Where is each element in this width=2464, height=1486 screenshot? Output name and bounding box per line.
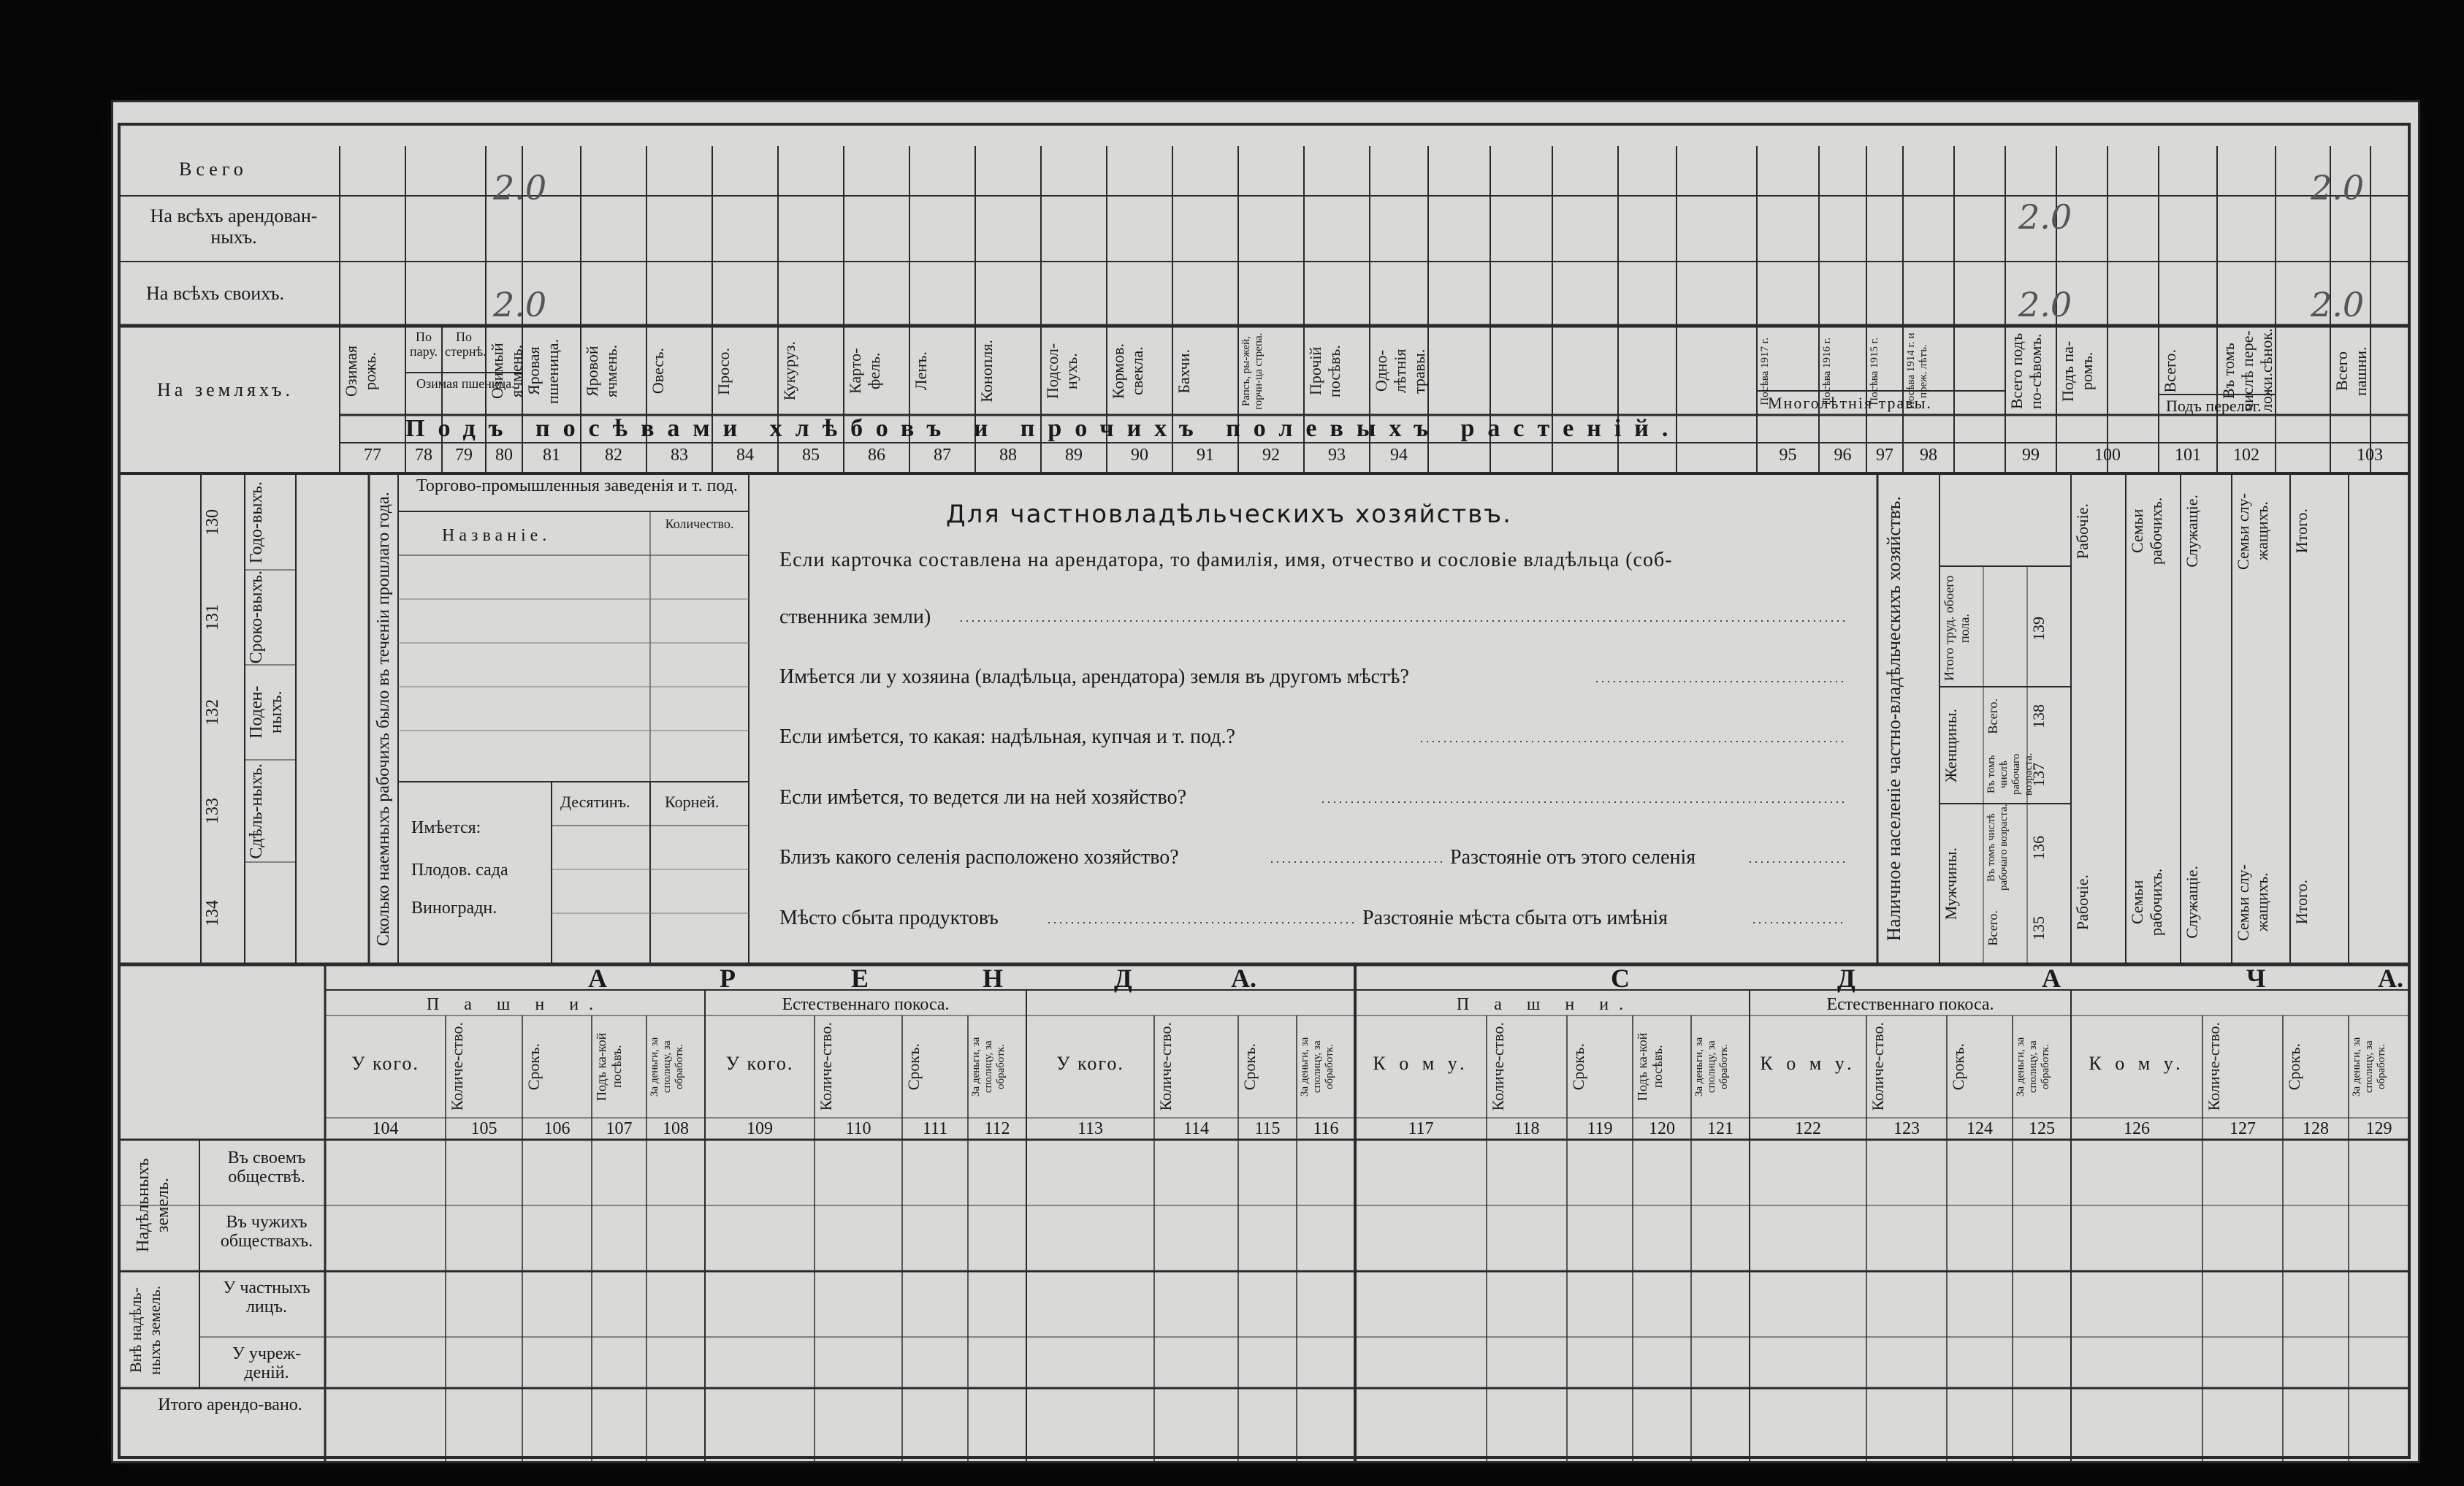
pop-m-rabochego: Въ томъ числѣ рабочаго возраста. <box>1986 804 2010 891</box>
bottom-header-110: Количе-ство. <box>817 1022 835 1111</box>
bottom-header-129: За деньги, за сполицу, за обработк. <box>2351 1037 2387 1097</box>
crop-header-100: Подъ па-ромъ. <box>2059 340 2096 402</box>
pop-col-top-1: Рабочіе. <box>2073 503 2091 560</box>
crop-header-81: Яровая пшеница. <box>525 338 562 404</box>
crop-header-85: Кукуруз. <box>780 341 798 401</box>
bottom-header-126: К о м у. <box>2089 1053 2185 1074</box>
crop-number-81: 81 <box>543 446 560 465</box>
hired-workers-label: Сколько наемныхъ рабочихъ было въ теченіи прошлаго года. <box>373 492 393 946</box>
bottom-header-121: За деньги, за сполицу, за обработк. <box>1693 1037 1730 1097</box>
group-ozimaya-pshenitsa: Озимая пшеница. <box>416 376 515 391</box>
crop-number-95: 95 <box>1779 446 1797 465</box>
trade-qty-header: Количество. <box>665 517 734 531</box>
crop-number-87: 87 <box>934 446 951 465</box>
worker-col-number-133: 133 <box>203 798 222 824</box>
bottom-header-116: За деньги, за сполицу, за обработк. <box>1299 1037 1335 1097</box>
crop-number-98: 98 <box>1920 446 1937 465</box>
bottom-number-124: 124 <box>1967 1119 1993 1138</box>
bottom-header-107: Подъ ка-кой посѣвъ. <box>594 1032 624 1101</box>
crop-header-77: Озимая рожь. <box>342 346 379 397</box>
arenda-pashni: П а ш н и. <box>426 995 604 1014</box>
crop-number-77: 77 <box>364 446 381 465</box>
bottom-number-123: 123 <box>1893 1119 1920 1138</box>
bottom-number-129: 129 <box>2365 1119 2392 1138</box>
bottom-number-122: 122 <box>1795 1119 1821 1138</box>
private-q6: Мѣсто сбыта продуктовъ <box>779 907 999 929</box>
private-q5: Близъ какого селенія расположено хозяйство? <box>779 846 1179 869</box>
pop-num-139: 139 <box>2029 616 2048 641</box>
pop-col-top-2: Семьи рабочихъ. <box>2128 497 2165 565</box>
bottom-number-115: 115 <box>1254 1119 1281 1138</box>
pop-num-136: 136 <box>2029 835 2048 860</box>
crop-number-80: 80 <box>495 446 513 465</box>
handwritten-value: 2.0 <box>2018 197 2072 237</box>
crop-header-78: По пару. <box>409 329 438 359</box>
arenda-pokos: Естественнаго покоса. <box>782 995 950 1014</box>
bottom-header-114: Количе-ство. <box>1156 1022 1175 1111</box>
pop-col-bottom-2: Семьи рабочихъ. <box>2128 868 2165 937</box>
sdacha-letter: А <box>2042 964 2061 993</box>
pop-num-137: 137 <box>2029 762 2048 787</box>
crop-number-97: 97 <box>1876 446 1893 465</box>
private-title: Для частновладѣльческихъ хозяйствъ. <box>946 500 1512 529</box>
bottom-number-104: 104 <box>372 1119 399 1138</box>
bottom-header-128: Срокъ. <box>2285 1043 2303 1091</box>
pop-zh-rabochego: Въ томъ числѣ рабочаго возраста. <box>1986 752 2034 796</box>
worker-col-number-131: 131 <box>203 604 222 630</box>
private-q4: Если имѣется, то ведется ли на ней хозяйство? <box>779 786 1186 809</box>
crop-number-79: 79 <box>455 446 473 465</box>
crop-header-91: Бахчи. <box>1175 348 1193 394</box>
sdacha-letter: А. <box>2378 964 2403 993</box>
bottom-header-105: Количе-ство. <box>448 1022 466 1111</box>
sdacha-pokos: Естественнаго покоса. <box>1826 995 1994 1014</box>
arenda-letter: А <box>588 964 607 993</box>
crop-number-86: 86 <box>868 446 885 465</box>
arenda-letter: Р <box>720 964 736 993</box>
crop-header-96: Посѣва 1916 г. <box>1821 337 1833 405</box>
crop-number-99: 99 <box>2022 446 2040 465</box>
crop-header-82: Яровой ячмень. <box>583 344 620 398</box>
arenda-letter: Д <box>1114 964 1132 993</box>
crop-number-102: 102 <box>2233 446 2259 465</box>
worker-col-label-132: Поден-ныхъ. <box>247 685 286 739</box>
crop-header-101: Всего. <box>2161 349 2179 393</box>
crop-number-89: 89 <box>1065 446 1083 465</box>
worker-col-label-130: Годо-выхъ. <box>247 481 266 564</box>
crop-header-99: Всего подъ по-сѣвомъ. <box>2007 332 2045 410</box>
pop-col-bottom-5: Итого. <box>2292 880 2311 925</box>
bottom-header-111: Срокъ. <box>904 1043 923 1091</box>
bottom-number-107: 107 <box>606 1119 633 1138</box>
pop-muzhchiny: Мужчины. <box>1942 847 1960 921</box>
private-q1: Если карточка составлена на арендатора, то фамилія, имя, отчество и сословіе владѣльца (соб- <box>779 549 1673 571</box>
crop-number-84: 84 <box>736 446 754 465</box>
pop-num-135: 135 <box>2029 915 2048 940</box>
crop-header-98: Посѣва 1914 г. и преж. лѣтъ. <box>1905 332 1929 410</box>
private-q6b: Разстояніе мѣста сбыта отъ имѣнія <box>1362 907 1668 929</box>
pop-col-bottom-1: Рабочіе. <box>2073 874 2091 931</box>
sdacha-pashni: П а ш н и. <box>1456 995 1634 1014</box>
census-card-sheet <box>113 102 2418 1461</box>
trade-imeetsya: Имѣется: <box>411 818 481 837</box>
bottom-number-109: 109 <box>747 1119 773 1138</box>
group-mnogoletnie: Многолѣтнія травы. <box>1768 394 1932 412</box>
crop-header-97: Посѣва 1915 г. <box>1869 337 1880 405</box>
handwritten-value: 2.0 <box>2311 168 2365 207</box>
crop-number-90: 90 <box>1131 446 1148 465</box>
handwritten-value: 2.0 <box>493 168 547 207</box>
crop-header-89: Подсол-нухъ. <box>1043 343 1080 400</box>
row-u-uchrezh: У учреж-деній. <box>232 1344 302 1383</box>
crop-number-85: 85 <box>802 446 820 465</box>
arenda-letter: А. <box>1231 964 1256 993</box>
crop-number-103: 103 <box>2357 446 2383 465</box>
row-label-arendovannykh: На всѣхъ арендован-ныхъ. <box>150 205 318 248</box>
crop-header-80: Озимый ячмень. <box>488 343 525 400</box>
row-v-chuzhikh: Въ чужихъ обществахъ. <box>220 1213 313 1251</box>
bottom-number-112: 112 <box>984 1119 1010 1138</box>
row-label-na-zemlyakh: На земляхъ. <box>157 379 294 400</box>
crop-number-83: 83 <box>671 446 688 465</box>
pop-m-vsego: Всего. <box>1986 910 2000 946</box>
bottom-number-106: 106 <box>543 1119 571 1138</box>
crop-header-102: Въ томъ числѣ пере-ложи.сѣнок. <box>2219 328 2276 412</box>
trade-desyatin: Десятинъ. <box>560 793 630 811</box>
bottom-number-116: 116 <box>1313 1119 1339 1138</box>
bottom-header-118: Количе-ство. <box>1489 1022 1507 1111</box>
bottom-number-114: 114 <box>1183 1119 1210 1138</box>
trade-vinograd: Виноградн. <box>411 899 497 918</box>
bottom-header-117: К о м у. <box>1373 1053 1469 1074</box>
bottom-header-125: За деньги, за сполицу, за обработк. <box>2015 1037 2051 1097</box>
crop-number-82: 82 <box>605 446 622 465</box>
crop-header-83: Овесъ. <box>649 348 667 395</box>
bottom-header-120: Подъ ка-кой посѣвъ. <box>1635 1032 1665 1101</box>
crop-header-84: Просо. <box>714 347 733 395</box>
bottom-header-113: У кого. <box>1056 1053 1124 1074</box>
crop-header-94: Одно-лѣтнія травы. <box>1372 348 1428 394</box>
group-perelog: Подъ перелог. <box>2166 397 2262 415</box>
bottom-number-126: 126 <box>2124 1119 2150 1138</box>
vne-nadelnykh-label: Внѣ надѣль-ныхъ земель. <box>126 1284 164 1375</box>
bottom-number-121: 121 <box>1707 1119 1733 1138</box>
pop-zhenshchiny: Женщины. <box>1942 708 1960 782</box>
row-v-svoem: Въ своемъ обществѣ. <box>227 1148 306 1187</box>
crop-header-103: Всего пашни. <box>2333 346 2370 396</box>
bottom-header-122: К о м у. <box>1760 1053 1856 1074</box>
bottom-number-127: 127 <box>2230 1119 2256 1138</box>
bottom-number-118: 118 <box>1514 1119 1540 1138</box>
row-label-vsego: Всего <box>179 159 248 180</box>
bottom-header-127: Количе-ство. <box>2205 1022 2223 1111</box>
pop-col-bottom-3: Служащіе. <box>2183 866 2201 939</box>
crop-header-88: Конопля. <box>977 340 996 403</box>
crop-header-86: Карто-фель. <box>846 348 883 395</box>
worker-col-label-133: Сдѣль-ныхъ. <box>247 763 266 859</box>
nadelnykh-label: Надѣльныхъ земель. <box>134 1158 172 1253</box>
row-label-svoikh: На всѣхъ своихъ. <box>146 283 285 304</box>
crop-header-95: Посѣва 1917 г. <box>1759 337 1771 405</box>
bottom-number-111: 111 <box>922 1119 948 1138</box>
pop-col-top-4: Семьи слу-жащихъ. <box>2234 492 2271 570</box>
crop-number-93: 93 <box>1328 446 1346 465</box>
crop-header-79: По стернѣ. <box>445 329 487 359</box>
bottom-number-105: 105 <box>470 1119 497 1138</box>
population-side-label: Наличное населеніе частно-владѣльческихъ хозяйствъ. <box>1883 496 1904 942</box>
trade-korney: Корней. <box>665 793 720 811</box>
pop-col-top-5: Итого. <box>2292 508 2311 554</box>
arenda-letter: Е <box>851 964 869 993</box>
sdacha-letter: Ч <box>2246 964 2266 993</box>
bottom-header-115: Срокъ. <box>1240 1043 1259 1091</box>
handwritten-value: 2.0 <box>2018 285 2072 324</box>
pop-col-bottom-4: Семьи слу-жащихъ. <box>2234 864 2271 941</box>
bottom-header-104: У кого. <box>351 1053 419 1074</box>
pop-col-top-3: Служащіе. <box>2183 495 2201 568</box>
bottom-number-108: 108 <box>663 1119 689 1138</box>
crop-number-101: 101 <box>2175 446 2201 465</box>
crop-number-78: 78 <box>415 446 432 465</box>
pop-zh-vsego: Всего. <box>1986 698 2000 734</box>
arenda-letter: Н <box>983 964 1004 993</box>
bottom-number-119: 119 <box>1587 1119 1613 1138</box>
row-u-chastnykh: У частныхъ лицъ. <box>223 1279 310 1317</box>
pop-itogo-trudosp: Итого труд. обоего пола. <box>1942 575 1972 682</box>
bottom-header-109: У кого. <box>725 1053 794 1074</box>
handwritten-value: 2.0 <box>2311 285 2365 324</box>
crop-number-92: 92 <box>1262 446 1280 465</box>
trade-title: Торгово-промышленныя заведенія и т. под. <box>416 476 738 495</box>
bottom-header-119: Срокъ. <box>1569 1043 1587 1091</box>
bottom-number-110: 110 <box>845 1119 871 1138</box>
bottom-header-106: Срокъ. <box>525 1043 543 1091</box>
bottom-number-113: 113 <box>1077 1119 1104 1138</box>
pop-num-138: 138 <box>2029 704 2048 728</box>
crop-number-96: 96 <box>1834 446 1852 465</box>
worker-col-label-131: Сроко-выхъ. <box>247 571 266 664</box>
bottom-number-128: 128 <box>2303 1119 2329 1138</box>
bottom-number-125: 125 <box>2029 1119 2055 1138</box>
handwritten-value: 2.0 <box>493 285 547 324</box>
crop-band-title: Подъ посѣвами хлѣбовъ и прочихъ полевыхъ растеній. <box>405 415 1682 442</box>
crop-number-88: 88 <box>999 446 1017 465</box>
crop-number-100: 100 <box>2094 446 2121 465</box>
crop-header-87: Ленъ. <box>912 351 930 391</box>
sdacha-letter: Д <box>1837 964 1855 993</box>
private-q2: Имѣется ли у хозяина (владѣльца, арендатора) земля въ другомъ мѣстѣ? <box>779 666 1409 688</box>
crop-header-90: Кормов. свекла. <box>1109 343 1146 400</box>
sdacha-letter: С <box>1611 964 1630 993</box>
bottom-header-112: За деньги, за сполицу, за обработк. <box>970 1037 1007 1097</box>
trade-name-header: Названіе. <box>442 526 552 545</box>
private-q1b: ственника земли) <box>779 606 931 628</box>
worker-col-number-130: 130 <box>203 509 222 536</box>
crop-header-93: Прочій посѣвъ. <box>1306 345 1343 397</box>
bottom-header-123: Количе-ство. <box>1869 1022 1887 1111</box>
bottom-header-124: Срокъ. <box>1949 1043 1967 1091</box>
bottom-number-117: 117 <box>1408 1119 1434 1138</box>
private-q5b: Разстояніе отъ этого селенія <box>1450 846 1696 869</box>
crop-header-92: Рапсъ, ры-жей, горчи-ца стрепа. <box>1240 332 1265 410</box>
form-grid-lines <box>113 102 2418 1461</box>
private-q3: Если имѣется, то какая: надѣльная, купчая и т. под.? <box>779 725 1235 748</box>
bottom-number-120: 120 <box>1649 1119 1675 1138</box>
bottom-header-108: За деньги, за сполицу, за обработк. <box>649 1037 685 1097</box>
trade-sad: Плодов. сада <box>411 861 508 880</box>
crop-number-94: 94 <box>1390 446 1408 465</box>
worker-col-number-132: 132 <box>203 699 222 725</box>
crop-number-91: 91 <box>1197 446 1214 465</box>
worker-col-number-134: 134 <box>203 900 222 926</box>
row-itogo-arendovano: Итого арендо-вано. <box>158 1395 302 1414</box>
